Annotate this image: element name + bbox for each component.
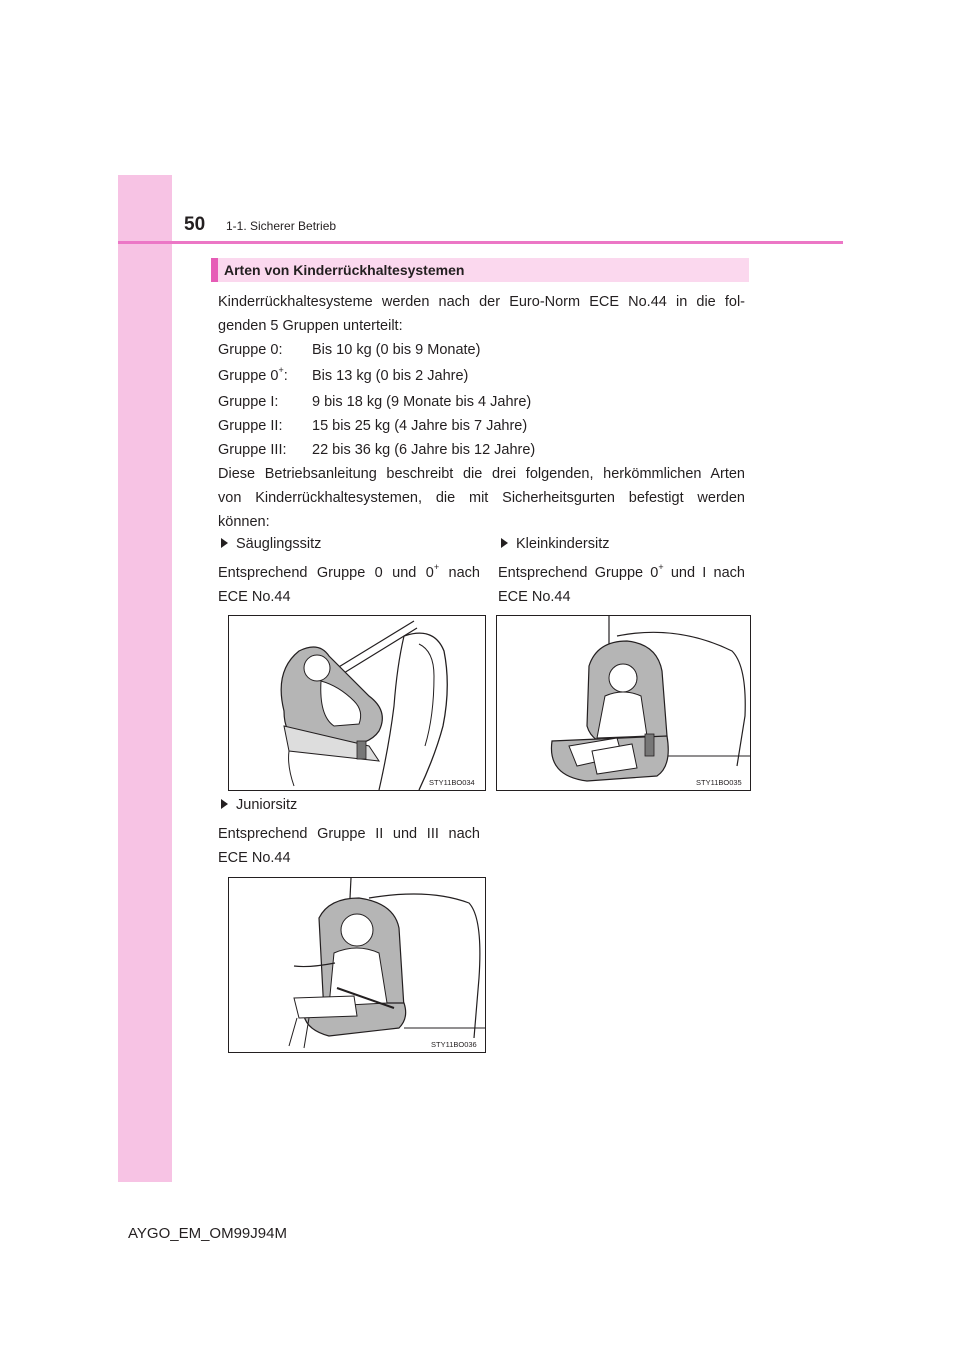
section-heading (211, 258, 749, 282)
seat-desc-line-1: Entsprechend Gruppe 0 und 0+ nach (218, 562, 480, 581)
group-value: Bis 13 kg (0 bis 2 Jahre) (312, 368, 469, 384)
seat-title-toddler: Kleinkindersitz (501, 536, 610, 552)
page-number: 50 (184, 214, 206, 235)
seat-title-infant: Säuglingssitz (221, 536, 321, 552)
triangle-bullet-icon (221, 538, 228, 548)
heading-accent-bar (211, 258, 218, 282)
toddler-seat-illustration (496, 615, 751, 791)
illustration-code: STY11BO034 (429, 778, 475, 787)
group-value: 22 bis 36 kg (6 Jahre bis 12 Jahre) (312, 442, 536, 458)
infant-seat-illustration (228, 615, 486, 791)
illustration-code: STY11BO036 (431, 1040, 477, 1049)
group-label: Gruppe 0: (218, 342, 283, 358)
seat-title-junior: Juniorsitz (221, 797, 297, 813)
group-label: Gruppe I: (218, 394, 279, 410)
junior-seat-illustration (228, 877, 486, 1053)
seat-desc-line-2: ECE No.44 (498, 589, 571, 605)
illustration-code: STY11BO035 (696, 778, 742, 787)
triangle-bullet-icon (501, 538, 508, 548)
description-line-3: können: (218, 514, 270, 530)
footer-code: AYGO_EM_OM99J94M (128, 1225, 287, 1242)
description-line-1: Diese Betriebsanleitung beschreibt die drei folgenden, herkömmlichen Arten (218, 466, 745, 482)
heading-text: Arten von Kinderrückhaltesystemen (224, 262, 465, 278)
description-line-2: von Kinderrückhaltesystemen, die mit Sicherheitsgurten befestigt werden (218, 490, 745, 506)
section-title: 1-1. Sicherer Betrieb (226, 219, 337, 233)
triangle-bullet-icon (221, 799, 228, 809)
intro-line-2: genden 5 Gruppen unterteilt: (218, 318, 403, 334)
group-label: Gruppe 0+: (218, 365, 288, 384)
group-label: Gruppe III: (218, 442, 287, 458)
group-value: 9 bis 18 kg (9 Monate bis 4 Jahre) (312, 394, 532, 410)
group-value: 15 bis 25 kg (4 Jahre bis 7 Jahre) (312, 418, 528, 434)
header-rule (118, 241, 843, 244)
seat-desc-line-1: Entsprechend Gruppe II und III nach (218, 826, 480, 842)
group-label: Gruppe II: (218, 418, 283, 434)
sidebar-tab (118, 175, 172, 1182)
seat-desc-line-1: Entsprechend Gruppe 0+ und I nach (498, 562, 745, 581)
group-value: Bis 10 kg (0 bis 9 Monate) (312, 342, 481, 358)
seat-desc-line-2: ECE No.44 (218, 589, 291, 605)
seat-desc-line-2: ECE No.44 (218, 850, 291, 866)
intro-line-1: Kinderrückhaltesysteme werden nach der Euro-Norm ECE No.44 in die fol- (218, 294, 745, 310)
